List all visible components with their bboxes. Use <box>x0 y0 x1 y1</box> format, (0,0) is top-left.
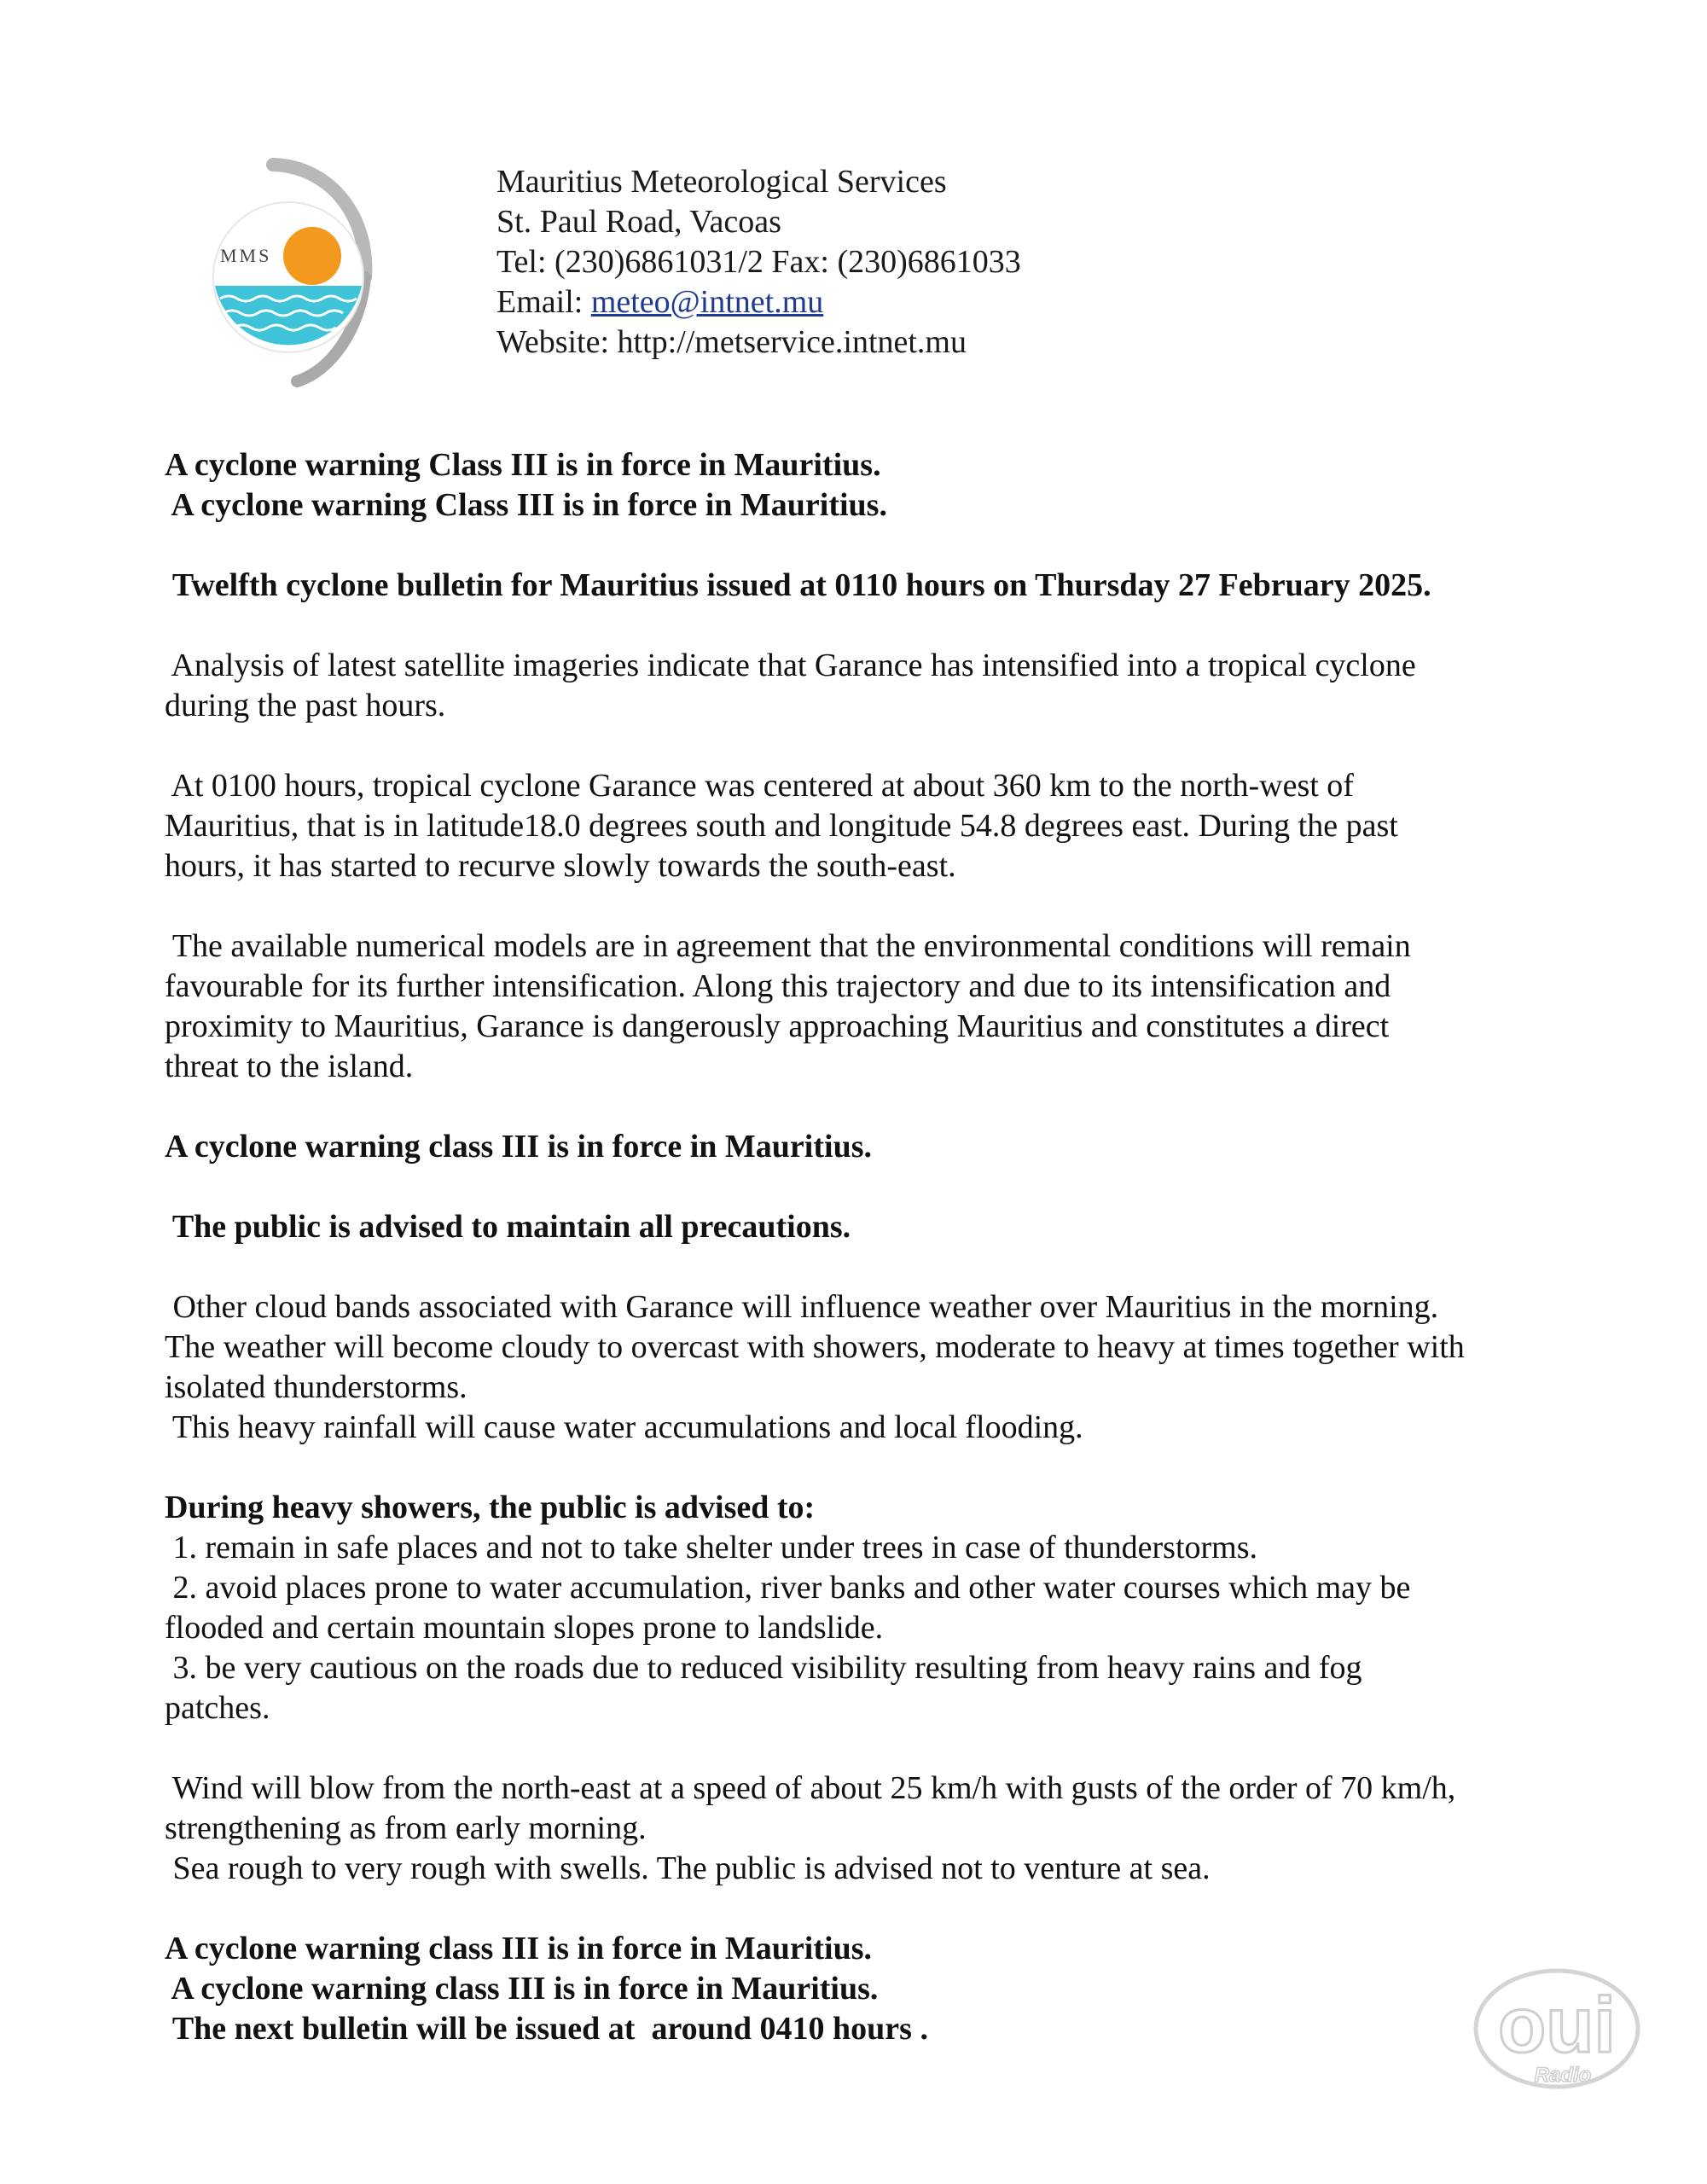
advice-item-3: 3. be very cautious on the roads due to reduced visibility resulting from heavy rains and fog <box>165 1650 1362 1686</box>
advice-item-3-cont: patches. <box>165 1690 270 1726</box>
mms-logo <box>203 158 374 388</box>
header-contact-block <box>496 162 1021 363</box>
paragraph-line: during the past hours. <box>165 688 446 723</box>
paragraph-line: Other cloud bands associated with Garance will influence weather over Mauritius in the morning. <box>165 1289 1439 1325</box>
email-label: Email: <box>496 284 591 320</box>
paragraph-line: Wind will blow from the north-east at a speed of about 25 km/h with gusts of the order of 70 km/h, <box>165 1770 1456 1806</box>
advice-item-2-cont: flooded and certain mountain slopes prone to landslide. <box>165 1610 884 1646</box>
warning-statement: A cyclone warning class III is in force in Mauritius. <box>165 1129 872 1165</box>
oui-radio-watermark <box>1467 1962 1646 2099</box>
paragraph-line: The weather will become cloudy to overcast with showers, moderate to heavy at times together with <box>165 1329 1465 1365</box>
logo-sun <box>283 227 341 285</box>
paragraph-line: favourable for its further intensification. Along this trajectory and due to its intensification and <box>165 968 1391 1004</box>
bulletin-body <box>165 445 1581 2049</box>
address: St. Paul Road, Vacoas <box>496 204 781 240</box>
paragraph-line: This heavy rainfall will cause water accumulations and local flooding. <box>165 1409 1083 1445</box>
paragraph-line: isolated thunderstorms. <box>165 1369 467 1405</box>
advice-heading: During heavy showers, the public is advised to: <box>165 1490 816 1525</box>
advice-item-2: 2. avoid places prone to water accumulation, river banks and other water courses which may be <box>165 1570 1411 1606</box>
warning-heading-2: A cyclone warning Class III is in force in Mauritius. <box>165 487 887 523</box>
next-bulletin: The next bulletin will be issued at around 0410 hours . <box>165 2011 928 2047</box>
paragraph-line: strengthening as from early morning. <box>165 1810 647 1846</box>
public-advisory: The public is advised to maintain all precautions. <box>165 1209 851 1245</box>
paragraph-line: proximity to Mauritius, Garance is dangerously approaching Mauritius and constitutes a direct <box>165 1008 1390 1044</box>
paragraph-line: Analysis of latest satellite imageries indicate that Garance has intensified into a tropical cyclone <box>165 648 1416 683</box>
advice-item-1: 1. remain in safe places and not to take shelter under trees in case of thunderstorms. <box>165 1530 1258 1565</box>
warning-footer-2: A cyclone warning class III is in force in Mauritius. <box>165 1971 879 2007</box>
paragraph-line: At 0100 hours, tropical cyclone Garance was centered at about 360 km to the north-west of <box>165 768 1354 804</box>
paragraph-line: Sea rough to very rough with swells. The public is advised not to venture at sea. <box>165 1850 1211 1886</box>
warning-footer-1: A cyclone warning class III is in force in Mauritius. <box>165 1931 872 1966</box>
watermark-subtext: Radio <box>1534 2064 1592 2087</box>
bulletin-title: Twelfth cyclone bulletin for Mauritius issued at 0110 hours on Thursday 27 February 2025. <box>165 567 1431 603</box>
paragraph-line: The available numerical models are in agreement that the environmental conditions will remain <box>165 928 1411 964</box>
org-name: Mauritius Meteorological Services <box>496 164 947 200</box>
website: Website: http://metservice.intnet.mu <box>496 324 967 360</box>
paragraph-line: hours, it has started to recurve slowly towards the south-east. <box>165 848 956 884</box>
tel-fax: Tel: (230)6861031/2 Fax: (230)6861033 <box>496 244 1021 280</box>
logo-text: MMS <box>220 245 272 266</box>
email-link[interactable]: meteo@intnet.mu <box>590 284 824 320</box>
warning-heading-1: A cyclone warning Class III is in force in Mauritius. <box>165 447 881 483</box>
watermark-logo-text: oui <box>1498 1982 1616 2069</box>
email-line <box>496 282 1021 322</box>
paragraph-line: Mauritius, that is in latitude18.0 degrees south and longitude 54.8 degrees east. During the past <box>165 808 1398 844</box>
paragraph-line: threat to the island. <box>165 1048 414 1084</box>
